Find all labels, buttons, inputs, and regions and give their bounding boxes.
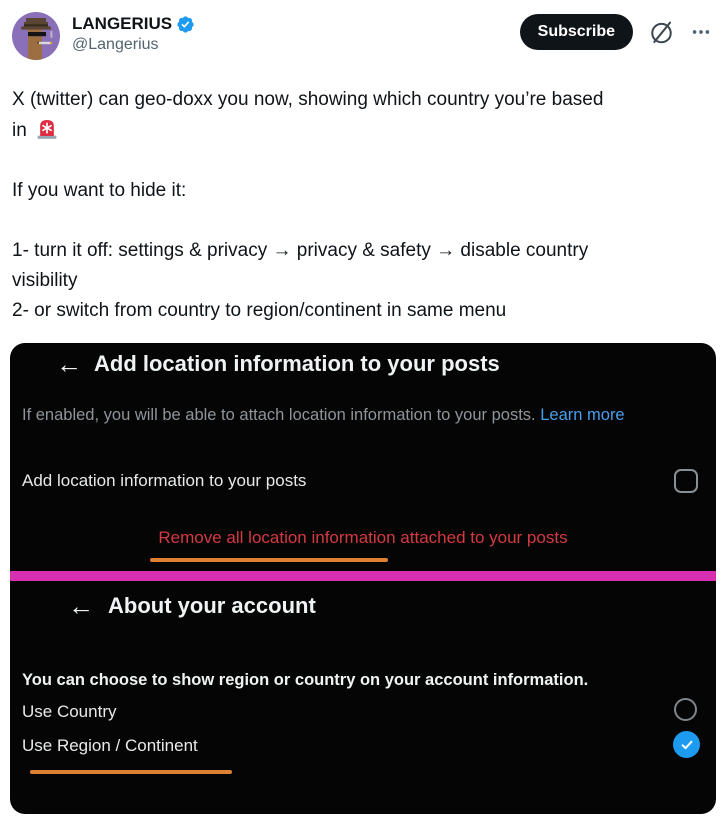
tweet-line: 1- turn it off: settings & privacy → privacy & safety → disable country — [12, 240, 589, 261]
more-menu-icon[interactable] — [690, 21, 712, 43]
tweet-line: X (twitter) can geo-doxx you now, showing which country you’re based — [12, 89, 604, 110]
user-handle[interactable]: @Langerius — [72, 36, 159, 53]
screenshot-description: You can choose to show region or country on your account information. — [22, 671, 589, 689]
tweet-line: If you want to hide it: — [12, 180, 187, 201]
screenshot-title: Add location information to your posts — [94, 351, 500, 376]
pixel-punk-avatar-image — [12, 12, 60, 60]
tweet-line: in — [12, 115, 714, 146]
screenshot-about-account — [10, 581, 716, 814]
use-country-option-label: Use Country — [22, 702, 117, 721]
avatar[interactable] — [12, 12, 60, 60]
display-name[interactable]: LANGERIUS — [72, 14, 173, 33]
checkmark-icon — [680, 738, 694, 752]
learn-more-link: Learn more — [540, 406, 625, 424]
tweet-attached-image[interactable] — [10, 343, 716, 814]
rotating-light-emoji-icon — [34, 115, 60, 141]
add-location-toggle-label: Add location information to your posts — [22, 471, 307, 490]
screenshot-title: About your account — [108, 593, 316, 618]
tweet-header — [0, 0, 726, 60]
orange-underline-annotation — [150, 558, 388, 562]
tweet-line: visibility — [12, 270, 78, 291]
back-arrow-icon: ← — [68, 591, 94, 621]
orange-underline-annotation — [30, 770, 232, 774]
identity-block — [72, 12, 195, 56]
use-region-radio-selected — [673, 731, 700, 758]
use-region-option-label: Use Region / Continent — [22, 736, 198, 755]
header-controls — [520, 12, 712, 50]
back-arrow-icon: ← — [56, 349, 82, 379]
remove-location-link: Remove all location information attached to your posts — [158, 528, 568, 547]
screenshot-add-location — [10, 343, 716, 571]
verified-badge-icon — [176, 15, 195, 34]
pink-divider — [10, 571, 716, 581]
tweet-body — [0, 85, 726, 326]
add-location-checkbox-unchecked — [674, 469, 698, 493]
subscribe-button[interactable]: Subscribe — [520, 14, 633, 50]
screenshot-description: If enabled, you will be able to attach location information to your posts. Learn more — [22, 406, 625, 424]
use-country-radio-unselected — [674, 698, 697, 721]
grok-icon[interactable] — [648, 19, 675, 46]
tweet-line: 2- or switch from country to region/continent in same menu — [12, 300, 507, 321]
